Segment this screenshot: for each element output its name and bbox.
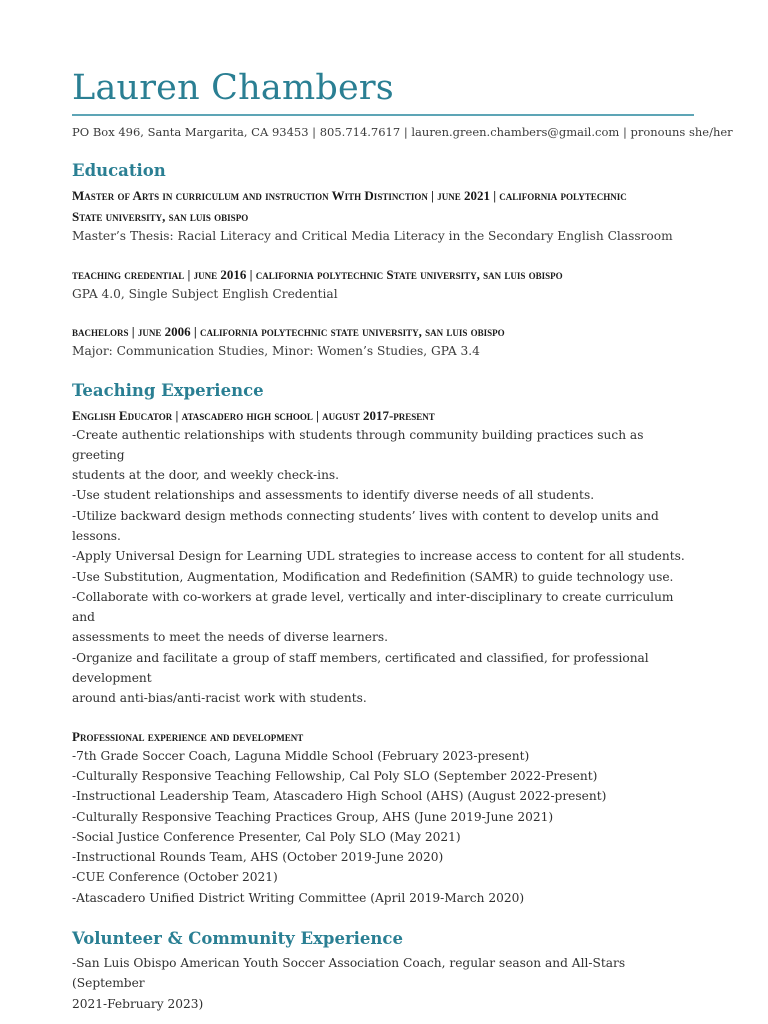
duty-line: -Create authentic relationships with students through community building practices such as greeting: [72, 427, 644, 462]
duty-line: students at the door, and weekly check-ins.: [72, 468, 340, 483]
degree-details: Master’s Thesis: Racial Literacy and Critical Media Literacy in the Secondary English Classroom: [72, 229, 673, 243]
job-duties: [72, 425, 696, 709]
degree-details: Major: Communication Studies, Minor: Women’s Studies, GPA 3.4: [72, 344, 480, 358]
teaching-section: [72, 380, 696, 909]
volunteer-line: 2021-February 2023): [72, 996, 204, 1011]
pd-item: -Culturally Responsive Teaching Fellowship, Cal Poly SLO (September 2022-Present): [72, 768, 598, 783]
duty-line: around anti-bias/anti-racist work with students.: [72, 691, 367, 706]
professional-development-heading: Professional experience and development: [72, 728, 304, 744]
duty-line: -Utilize backward design methods connecting students’ lives with content to develop units and lessons.: [72, 508, 659, 543]
job-heading: English Educator | atascadero high school | august 2017-present: [72, 407, 435, 423]
pd-item: -Social Justice Conference Presenter, Cal Poly SLO (May 2021): [72, 829, 461, 844]
pd-item: -Atascadero Unified District Writing Committee (April 2019-March 2020): [72, 890, 525, 905]
professional-development-list: [72, 746, 696, 908]
pd-item: -Culturally Responsive Teaching Practices Group, AHS (June 2019-June 2021): [72, 809, 554, 824]
header-divider: [72, 114, 694, 116]
volunteer-heading: Volunteer & Community Experience: [72, 929, 403, 949]
education-entry-masters: [72, 186, 696, 247]
pd-item: -CUE Conference (October 2021): [72, 870, 278, 885]
education-entry-bachelors: [72, 322, 696, 362]
degree-heading-continued: State university, san luis obispo: [72, 209, 249, 224]
volunteer-list: [72, 953, 696, 1014]
education-entry-credential: [72, 265, 696, 305]
pd-item: -Instructional Leadership Team, Atascadero High School (AHS) (August 2022-present): [72, 789, 607, 804]
degree-heading: teaching credential | june 2016 | california polytechnic State university, san luis obispo: [72, 266, 563, 282]
pd-item: -7th Grade Soccer Coach, Laguna Middle School (February 2023-present): [72, 748, 530, 763]
contact-info: PO Box 496, Santa Margarita, CA 93453 | 805.714.7617 | lauren.green.chambers@gmail.com | pronouns she/her: [72, 125, 733, 139]
degree-heading: Master of Arts in curriculum and instruction With Distinction | june 2021 | california polytechnic: [72, 188, 627, 203]
duty-line: -Apply Universal Design for Learning UDL strategies to increase access to content for all students.: [72, 549, 685, 564]
volunteer-line: -San Luis Obispo American Youth Soccer Association Coach, regular season and All-Stars (September: [72, 956, 626, 991]
education-heading: Education: [72, 161, 166, 180]
degree-details: GPA 4.0, Single Subject English Credential: [72, 286, 338, 301]
degree-heading: bachelors | june 2006 | california polytechnic state university, san luis obispo: [72, 324, 505, 339]
education-section: [72, 160, 696, 362]
volunteer-section: [72, 928, 696, 1014]
pd-item: -Instructional Rounds Team, AHS (October 2019-June 2020): [72, 850, 444, 865]
duty-line: assessments to meet the needs of diverse learners.: [72, 630, 388, 645]
duty-line: -Use student relationships and assessments to identify diverse needs of all students.: [72, 488, 595, 503]
duty-line: -Organize and facilitate a group of staff members, certificated and classified, for professional development: [72, 650, 649, 686]
teaching-heading: Teaching Experience: [72, 380, 264, 400]
duty-line: -Use Substitution, Augmentation, Modification and Redefinition (SAMR) to guide technology use.: [72, 569, 674, 584]
resume-name: Lauren Chambers: [72, 68, 394, 108]
duty-line: -Collaborate with co-workers at grade level, vertically and inter-disciplinary to create curriculum and: [72, 589, 674, 625]
